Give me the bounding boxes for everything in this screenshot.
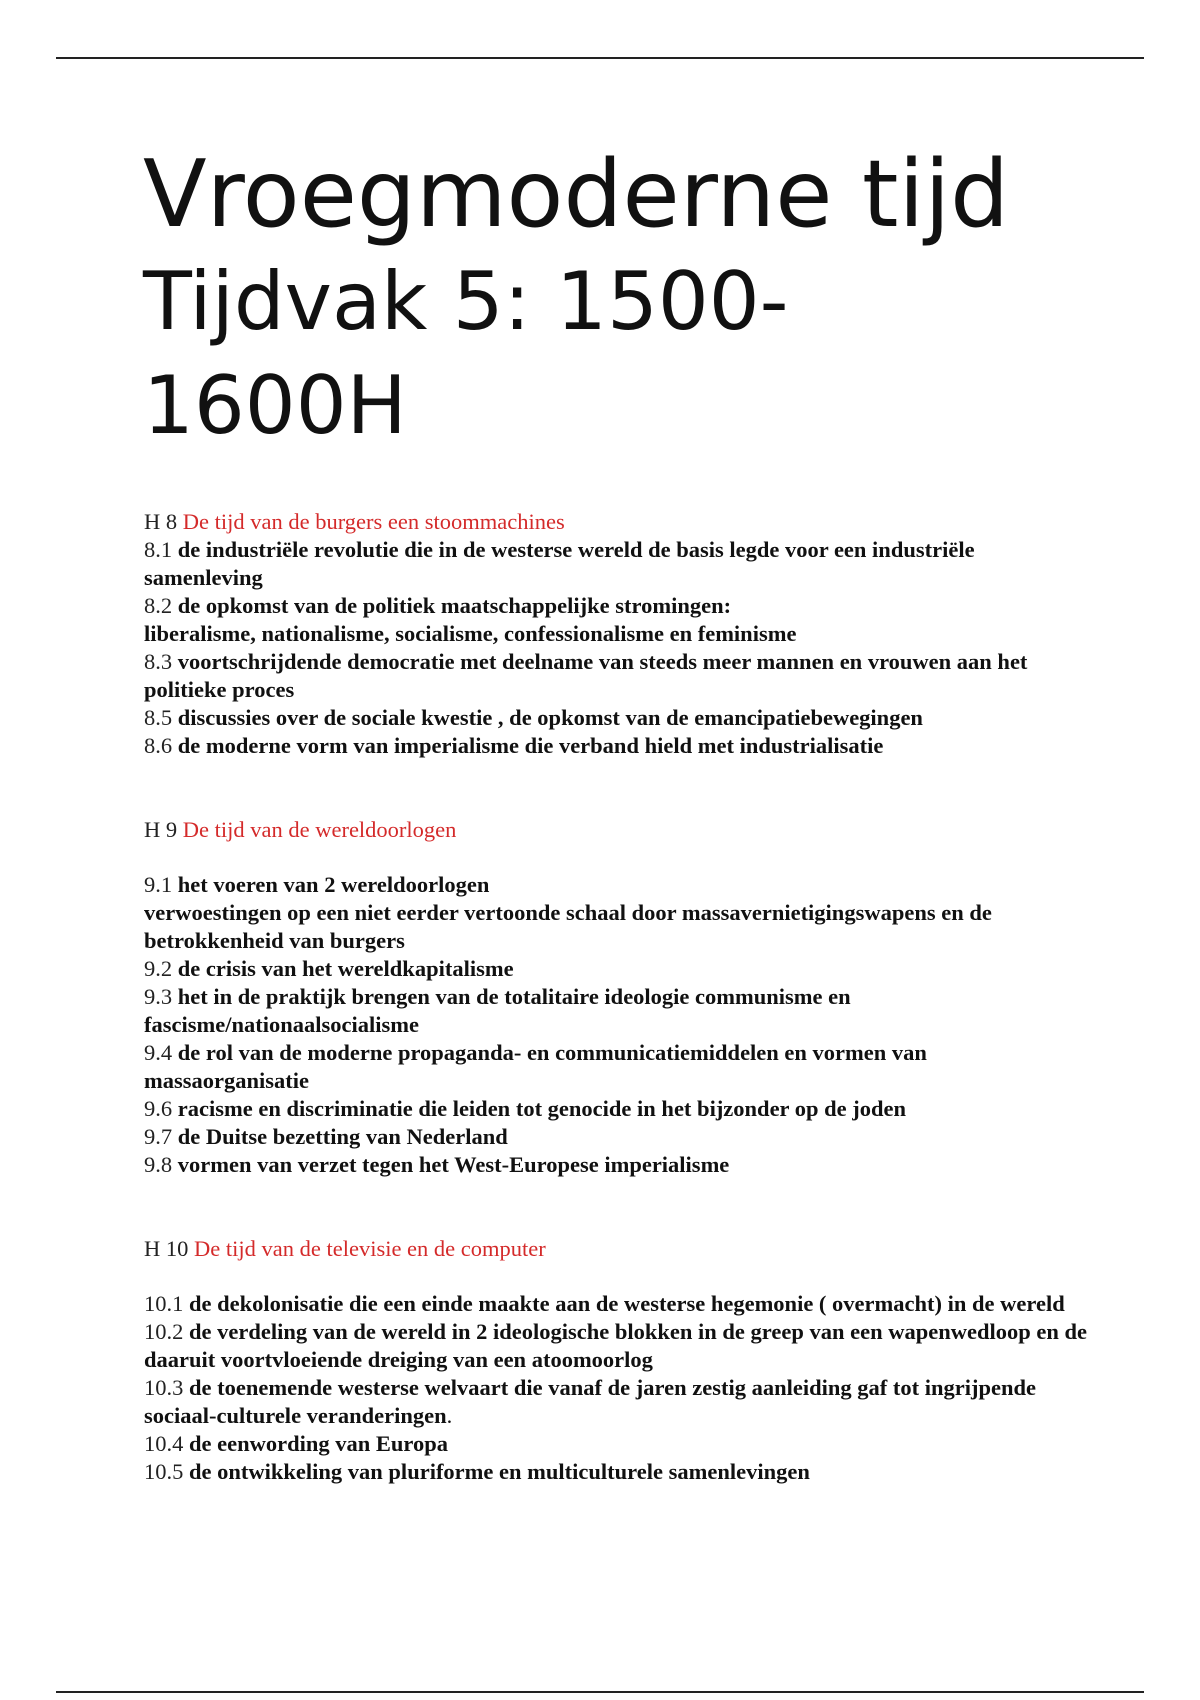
item-number: 9.4: [144, 1040, 173, 1065]
item-text: de eenwording van Europa: [189, 1431, 449, 1456]
list-item: [144, 871, 1094, 899]
bottom-rule: [56, 1691, 1144, 1693]
list-item: [144, 1290, 1094, 1318]
item-text: het in de praktijk brengen van de totalitaire ideologie communisme en fascisme/nationaalsocialisme: [144, 984, 851, 1037]
list-item: [144, 899, 1094, 955]
section-title: De tijd van de televisie en de computer: [194, 1236, 546, 1261]
list-item: [144, 1039, 1094, 1095]
item-text: de toenemende westerse welvaart die vanaf de jaren zestig aanleiding gaf tot ingrijpende sociaal-culturele veranderingen: [144, 1375, 1036, 1428]
list-item: [144, 955, 1094, 983]
item-number: 10.5: [144, 1459, 184, 1484]
item-number: 9.1: [144, 872, 173, 897]
item-number: 8.3: [144, 649, 173, 674]
section-heading: [144, 816, 1094, 844]
item-text: de crisis van het wereldkapitalisme: [177, 956, 514, 981]
list-item: [144, 592, 1094, 620]
section-h10: [144, 1235, 1094, 1486]
chapter-list: [144, 508, 1094, 1486]
item-number: 9.2: [144, 956, 173, 981]
list-item: [144, 1458, 1094, 1486]
item-text: de dekolonisatie die een einde maakte aan de westerse hegemonie ( overmacht) in de wereld: [189, 1291, 1065, 1316]
item-text: discussies over de sociale kwestie , de opkomst van de emancipatiebewegingen: [177, 705, 923, 730]
item-number: 9.7: [144, 1124, 173, 1149]
title-line-2b: 1600H: [143, 359, 407, 452]
item-text: voortschrijdende democratie met deelname van steeds meer mannen en vrouwen aan het politieke proces: [144, 649, 1028, 702]
list-item: [144, 983, 1094, 1039]
list-item: [144, 1374, 1094, 1430]
item-number: 9.8: [144, 1152, 173, 1177]
list-item: [144, 732, 1094, 760]
item-text: de rol van de moderne propaganda- en communicatiemiddelen en vormen van massaorganisatie: [144, 1040, 927, 1093]
item-text: de opkomst van de politiek maatschappelijke stromingen:: [177, 593, 732, 618]
item-tail: .: [446, 1403, 453, 1428]
section-title: De tijd van de burgers een stoommachines: [182, 509, 565, 534]
item-number: 9.3: [144, 984, 173, 1009]
section-number: H 9: [144, 817, 178, 842]
section-items: [144, 871, 1094, 1179]
item-number: 9.6: [144, 1096, 173, 1121]
section-items: [144, 536, 1094, 760]
item-text: liberalisme, nationalisme, socialisme, confessionalisme en feminisme: [144, 621, 797, 646]
item-number: 8.5: [144, 705, 173, 730]
item-number: 10.2: [144, 1319, 184, 1344]
list-item: [144, 704, 1094, 732]
item-number: 10.3: [144, 1375, 184, 1400]
item-number: 8.6: [144, 733, 173, 758]
list-item: [144, 620, 1094, 648]
item-text: het voeren van 2 wereldoorlogen: [177, 872, 490, 897]
item-text: racisme en discriminatie die leiden tot genocide in het bijzonder op de joden: [177, 1096, 907, 1121]
item-number: 10.1: [144, 1291, 184, 1316]
section-number: H 10: [144, 1236, 189, 1261]
list-item: [144, 1123, 1094, 1151]
document-title: [143, 138, 1103, 458]
section-title: De tijd van de wereldoorlogen: [182, 817, 457, 842]
list-item: [144, 536, 1094, 592]
title-line-2: [143, 250, 1103, 458]
item-text: de moderne vorm van imperialisme die verband hield met industrialisatie: [177, 733, 884, 758]
list-item: [144, 1095, 1094, 1123]
item-number: 8.1: [144, 537, 173, 562]
section-heading: [144, 508, 1094, 536]
item-text: de industriële revolutie die in de westerse wereld de basis legde voor een industriële samenleving: [144, 537, 975, 590]
section-h8: [144, 508, 1094, 760]
section-items: [144, 1290, 1094, 1486]
item-text: de Duitse bezetting van Nederland: [177, 1124, 508, 1149]
section-heading: [144, 1235, 1094, 1263]
item-text: vormen van verzet tegen het West-Europese imperialisme: [177, 1152, 730, 1177]
title-line-2a: Tijdvak 5: 1500-: [143, 255, 789, 348]
list-item: [144, 1151, 1094, 1179]
section-number: H 8: [144, 509, 178, 534]
item-text: de ontwikkeling van pluriforme en multiculturele samenlevingen: [189, 1459, 810, 1484]
list-item: [144, 648, 1094, 704]
list-item: [144, 1318, 1094, 1374]
section-h9: [144, 816, 1094, 1179]
item-number: 10.4: [144, 1431, 184, 1456]
list-item: [144, 1430, 1094, 1458]
item-number: 8.2: [144, 593, 173, 618]
top-rule: [56, 57, 1144, 59]
title-line-1: Vroegmoderne tijd: [143, 140, 1010, 248]
item-text: verwoestingen op een niet eerder vertoonde schaal door massavernietigingswapens en de betrokkenheid van burgers: [144, 900, 992, 953]
item-text: de verdeling van de wereld in 2 ideologische blokken in de greep van een wapenwedloop en de daaruit voortvloeiende dreiging van een atoomoorlog: [144, 1319, 1087, 1372]
